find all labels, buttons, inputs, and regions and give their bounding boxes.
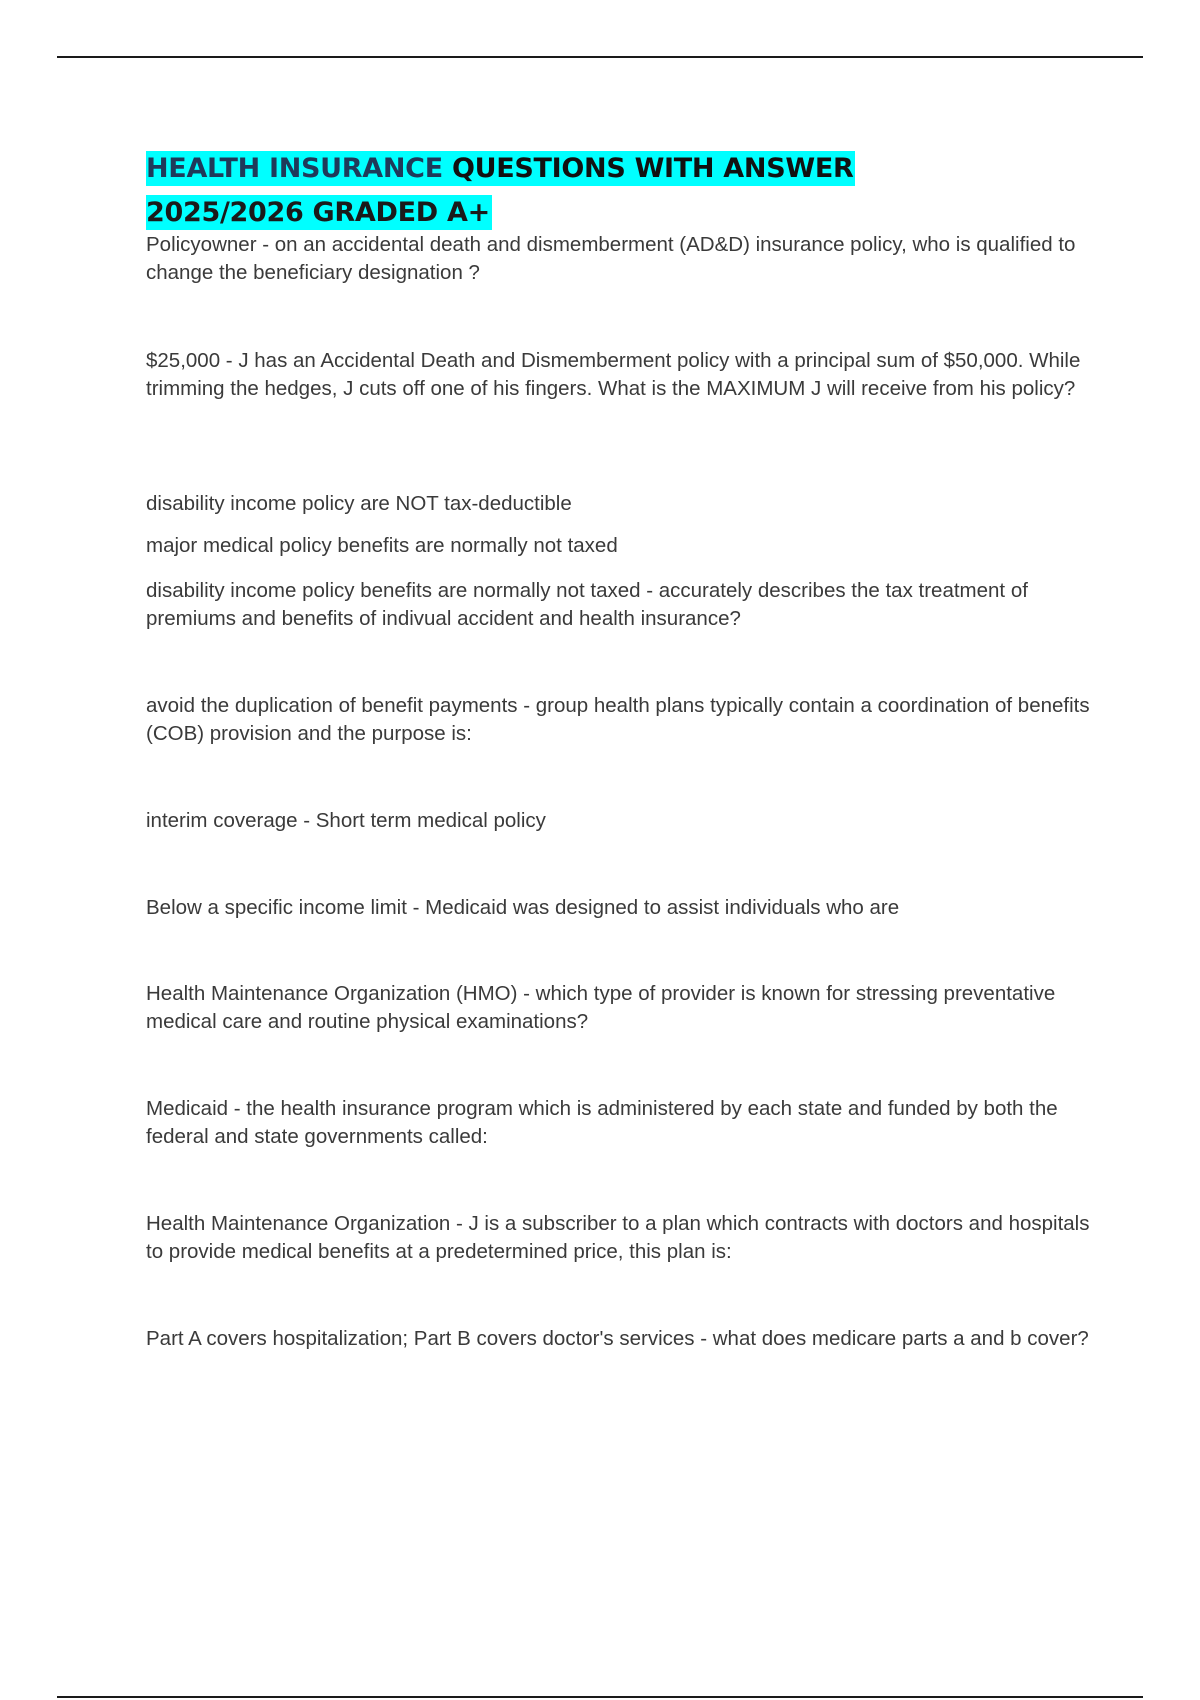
entry-3: disability income policy are NOT tax-deductible	[146, 492, 572, 515]
entry-2: $25,000 - J has an Accidental Death and Dismemberment policy with a principal sum of $50,000. While trimming the hedges, J cuts off one of his fingers. What is the MAXIMUM J will receive from his policy?	[146, 349, 1081, 400]
title-part-2: QUESTIONS WITH ANSWER	[442, 153, 854, 184]
title-part-1: HEALTH INSURANCE	[146, 153, 443, 184]
bottom-rule	[57, 1696, 1143, 1698]
entry-1: Policyowner - on an accidental death and dismemberment (AD&D) insurance policy, who is qualified to change the beneficiary designation ?	[146, 233, 1076, 284]
entry-11: Health Maintenance Organization - J is a subscriber to a plan which contracts with doctors and hospitals to provide medical benefits at a predetermined price, this plan is:	[146, 1212, 1090, 1263]
entry-12: Part A covers hospitalization; Part B covers doctor's services - what does medicare parts a and b cover?	[146, 1327, 1089, 1350]
top-rule	[57, 56, 1143, 58]
title-line-2: 2025/2026 GRADED A+	[146, 197, 490, 228]
entry-6: avoid the duplication of benefit payments - group health plans typically contain a coordination of benefits (COB) provision and the purpose is:	[146, 694, 1090, 745]
entry-7: interim coverage - Short term medical policy	[146, 809, 546, 832]
entry-5: disability income policy benefits are normally not taxed - accurately describes the tax treatment of premiums and benefits of indivual accident and health insurance?	[146, 579, 1028, 630]
entry-9: Health Maintenance Organization (HMO) - which type of provider is known for stressing preventative medical care and routine physical examinations?	[146, 982, 1056, 1033]
entry-8: Below a specific income limit - Medicaid was designed to assist individuals who are	[146, 896, 900, 919]
entry-10: Medicaid - the health insurance program which is administered by each state and funded by both the federal and state governments called:	[146, 1097, 1058, 1148]
entry-4: major medical policy benefits are normally not taxed	[146, 534, 618, 557]
document-title	[146, 147, 946, 235]
